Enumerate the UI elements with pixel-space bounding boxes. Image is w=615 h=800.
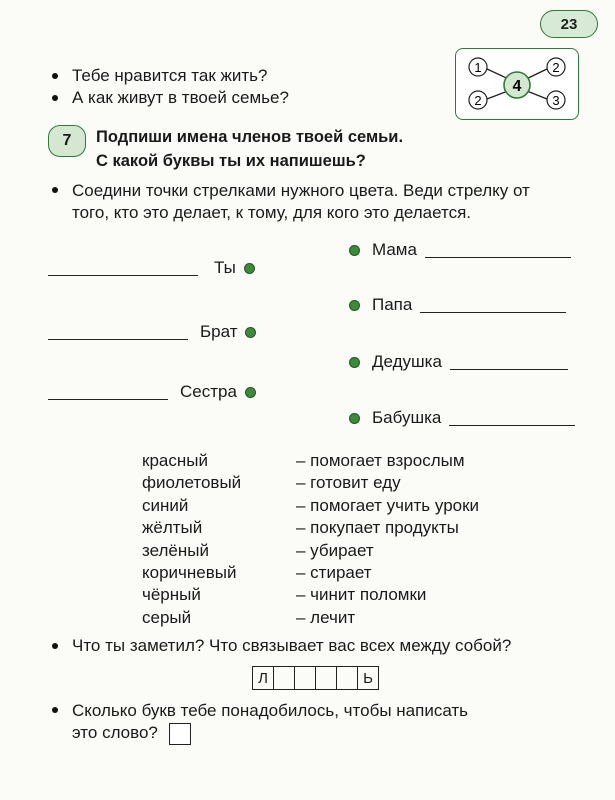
question-bullet-2 — [52, 88, 289, 108]
action-list — [296, 450, 479, 629]
action-item: – лечит — [296, 607, 356, 627]
action-item: – убирает — [296, 540, 374, 560]
word-cells — [252, 666, 379, 690]
question-text-1: Тебе нравится так жить? — [72, 66, 268, 85]
name-label-brother: Брат — [200, 322, 238, 341]
color-list — [142, 450, 241, 629]
write-line-sister[interactable] — [48, 399, 168, 400]
task-number-badge: 7 — [48, 125, 86, 157]
connect-dot-papa[interactable] — [349, 300, 360, 311]
color-item: серый — [142, 607, 192, 627]
bullet-dot — [52, 643, 58, 649]
name-row-mama — [349, 240, 571, 260]
bullet-dot — [52, 187, 58, 193]
color-item: фиолетовый — [142, 473, 242, 493]
word-cell[interactable] — [337, 667, 358, 689]
write-line-grandma[interactable] — [449, 425, 575, 426]
connect-dot-sister[interactable] — [245, 387, 256, 398]
task-title-line-1: Подпиши имена членов твоей семьи. — [96, 128, 404, 146]
question-letter-count-line-2: это слово? — [72, 723, 158, 742]
name-label-grandma: Бабушка — [372, 408, 442, 427]
write-line-mama[interactable] — [425, 257, 571, 258]
name-row-grandma — [349, 408, 575, 428]
scheme-node-4: 3 — [552, 93, 560, 108]
scheme-node-2: 2 — [552, 60, 560, 75]
page-number: 23 — [540, 10, 598, 38]
connect-dot-brother[interactable] — [245, 327, 256, 338]
action-item: – чинит поломки — [296, 585, 427, 605]
name-row-grandpa — [349, 352, 568, 372]
write-line-grandpa[interactable] — [450, 369, 568, 370]
write-line-papa[interactable] — [420, 312, 566, 313]
write-line-brother[interactable] — [48, 339, 188, 340]
action-item: – стирает — [296, 563, 372, 583]
connect-dot-grandpa[interactable] — [349, 357, 360, 368]
question-bullet-1 — [52, 66, 267, 86]
word-cell[interactable] — [295, 667, 316, 689]
action-item: – покупает продукты — [296, 518, 459, 538]
color-item: зелёный — [142, 540, 209, 560]
question-connection — [52, 636, 511, 656]
name-row-you — [48, 258, 255, 278]
instruction-line-1: Соедини точки стрелками нужного цвета. Веди стрелку от — [72, 181, 530, 200]
name-label-grandpa: Дедушка — [372, 352, 442, 371]
bullet-dot — [52, 707, 58, 713]
action-item: – готовит еду — [296, 473, 401, 493]
scheme-diagram — [456, 49, 578, 119]
task-title-line-2: С какой буквы ты их напишешь? — [96, 152, 366, 170]
instruction-line-2: того, кто это делает, к тому, для кого это делается. — [72, 203, 472, 222]
action-item: – помогает взрослым — [296, 451, 465, 470]
name-label-sister: Сестра — [180, 382, 237, 401]
connect-dot-mama[interactable] — [349, 245, 360, 256]
color-item: коричневый — [142, 563, 237, 583]
scheme-node-3: 2 — [474, 93, 482, 108]
task-title — [96, 125, 403, 173]
scheme-center: 4 — [512, 78, 522, 95]
letter-count-answer-box[interactable] — [169, 723, 191, 745]
word-cell[interactable]: Л — [253, 667, 274, 689]
color-item: красный — [142, 451, 208, 470]
question-connection-text: Что ты заметил? Что связывает вас всех между собой? — [72, 636, 512, 655]
bullet-dot — [52, 95, 58, 101]
write-line-you[interactable] — [48, 275, 198, 276]
question-letter-count — [52, 700, 468, 745]
word-cell[interactable]: Ь — [363, 669, 373, 687]
color-item: жёлтый — [142, 518, 203, 538]
word-cell[interactable] — [316, 667, 337, 689]
name-label-mama: Мама — [372, 240, 417, 259]
color-item: синий — [142, 495, 189, 515]
question-text-2: А как живут в твоей семье? — [72, 88, 289, 107]
bullet-dot — [52, 73, 58, 79]
word-cell[interactable] — [274, 667, 295, 689]
question-letter-count-line-1: Сколько букв тебе понадобилось, чтобы написать — [72, 701, 469, 720]
name-row-brother — [48, 322, 256, 342]
connect-dot-grandma[interactable] — [349, 413, 360, 424]
name-label-you: Ты — [214, 258, 236, 277]
instruction — [52, 180, 592, 224]
connect-dot-you[interactable] — [244, 263, 255, 274]
action-item: – помогает учить уроки — [296, 495, 480, 515]
name-row-sister — [48, 382, 256, 402]
scheme-node-1: 1 — [474, 60, 482, 75]
connection-scheme-icon — [455, 48, 579, 120]
color-item: чёрный — [142, 585, 201, 605]
name-row-papa — [349, 295, 566, 315]
name-label-papa: Папа — [372, 295, 413, 314]
